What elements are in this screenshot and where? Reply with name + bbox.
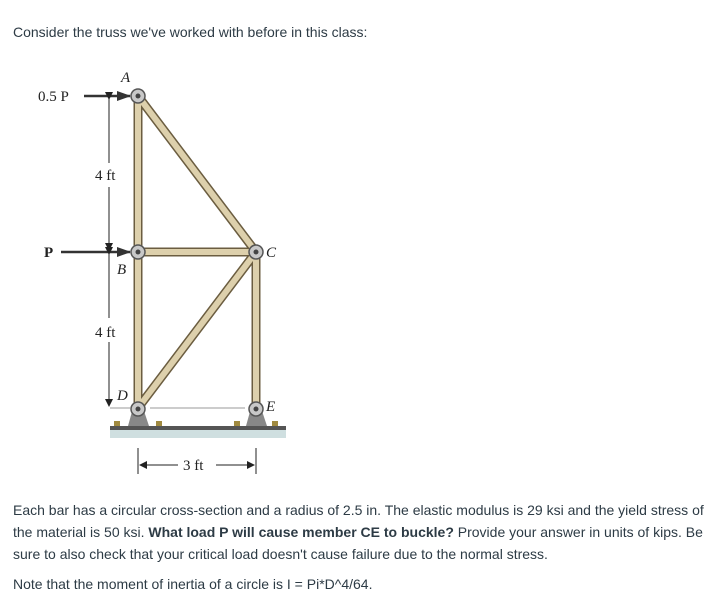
dim-horizontal: 3 ft (183, 458, 204, 474)
problem-paragraph (13, 499, 713, 565)
intro-text: Consider the truss we've worked with before in this class: (13, 24, 368, 40)
problem-instructions: Provide your answer in units of kips. Be sure to also check that your critical load doesn't cause failure due to the normal stress. (13, 524, 703, 562)
load-label-middle: P (44, 245, 54, 261)
dim-lower: 4 ft (95, 325, 116, 341)
truss-members (138, 96, 256, 408)
load-label-top: 0.5 P (38, 89, 69, 105)
joint-label-e: E (266, 399, 276, 415)
joint-label-b: B (117, 262, 127, 278)
joint-label-d: D (117, 388, 128, 404)
dim-upper: 4 ft (95, 168, 116, 184)
problem-text: Each bar has a circular cross-section and a radius of 2.5 in. The elastic modulus is 29 ksi and the yield stress of the material is 50 ksi. (13, 502, 704, 540)
joint-label-c: C (266, 245, 277, 261)
problem-question: What load P will cause member CE to buckle? (148, 524, 454, 540)
note-text: Note that the moment of inertia of a circle is I = Pi*D^4/64. (13, 576, 373, 592)
joint-label-a: A (121, 70, 131, 86)
